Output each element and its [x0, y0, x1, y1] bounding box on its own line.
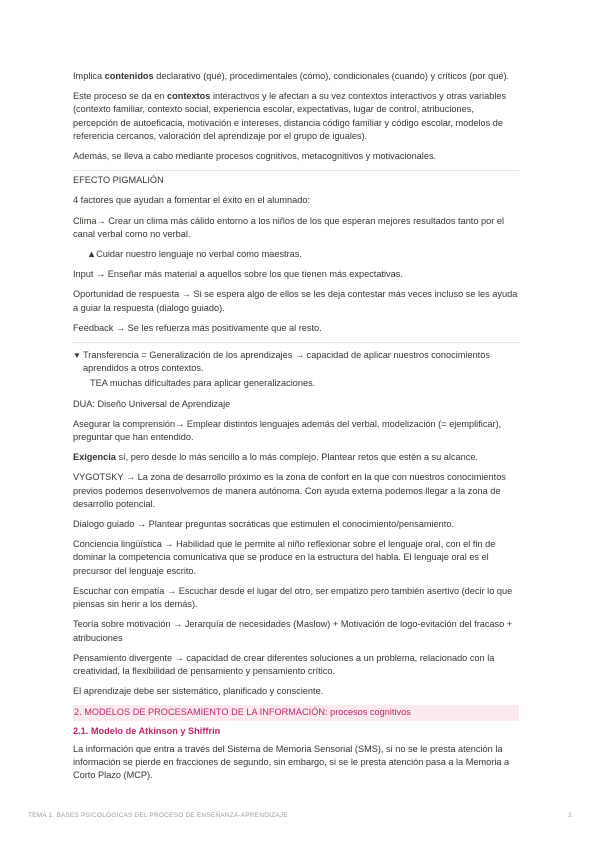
paragraph-exigencia: Exigencia sí, pero desde lo más sencillo a lo más complejo. Plantear retos que estén a su alcance. — [73, 452, 478, 463]
divider — [73, 342, 519, 343]
paragraph-motivacion: Teoría sobre motivación → Jerarquía de necesidades (Maslow) + Motivación de logo-evitación del fracaso + atribuciones — [73, 619, 513, 643]
toggle-arrow-icon[interactable]: ▼ — [73, 351, 81, 361]
paragraph-oportunidad: Oportunidad de respuesta → Si se espera algo de ellos se les deja contestar más veces incluso se les ayuda a guiar la respuesta (dialogo guiado). — [73, 289, 518, 313]
bold-contenidos: contenidos — [104, 71, 154, 81]
document-body — [73, 70, 519, 789]
toggle-content: TEA muchas dificultades para aplicar generalizaciones. — [90, 378, 316, 389]
section-heading: 2. MODELOS DE PROCESAMIENTO DE LA INFORMACIÓN: procesos cognitivos — [73, 705, 519, 720]
page-number: 2 — [568, 812, 572, 819]
heading-efecto-pigmalion: EFECTO PIGMALIÓN — [73, 175, 164, 186]
footer-title: TEMA 1. BASES PSICOLÓGICAS DEL PROCESO DE ENSEÑANZA-APRENDIZAJE — [28, 812, 288, 819]
paragraph-dua: DUA: Diseño Universal de Aprendizaje — [73, 398, 231, 409]
paragraph-feedback: Feedback → Se les refuerza más positivamente que al resto. — [73, 322, 322, 333]
paragraph-atkinson: La información que entra a través del Sistema de Memoria Sensorial (SMS), si no se le presta atención la información se pierde en fracciones de segundo, sin embargo, si se le presta atención pasa a la Memoria a Corto Plazo (MCP). — [73, 743, 510, 781]
paragraph-input: Input → Enseñar más material a aquellos sobre los que tienen más expectativas. — [73, 269, 403, 280]
triangle-icon: ▲ — [87, 249, 97, 260]
paragraph-comprension: Asegurar la comprensión→ Emplear distintos lenguajes además del verbal, modelización (= ejemplificar), preguntar que han entendido. — [73, 418, 502, 443]
page-footer — [28, 812, 572, 819]
subsection-heading: 2.1. Modelo de Atkinson y Shiffrin — [73, 725, 221, 736]
paragraph-factores: 4 factores que ayudan a fomentar el éxito en el alumnado: — [73, 195, 310, 206]
paragraph-contenidos: Implica contenidos declarativo (qué), procedimentales (cómo), condicionales (cuando) y críticos (por qué). — [73, 71, 510, 81]
paragraph-aprendizaje: El aprendizaje debe ser sistemático, planificado y consciente. — [73, 686, 324, 697]
divider — [73, 170, 519, 171]
paragraph-procesos: Además, se lleva a cabo mediante procesos cognitivos, metacognitivos y motivacionales. — [73, 151, 437, 162]
bold-exigencia: Exigencia — [73, 452, 116, 463]
toggle-transferencia[interactable] — [73, 349, 519, 375]
paragraph-vygotsky: VYGOTSKY → La zona de desarrollo próximo es la zona de confort en la que con nuestros conocimientos previos podemos desenvolvernos de manera autónoma. Con ayuda externa podemos llegar a la zona de desarrollo potencial. — [73, 472, 506, 509]
note-lenguaje-no-verbal: ▲Cuidar nuestro lenguaje no verbal como maestras. — [87, 249, 302, 260]
paragraph-dialogo: Dialogo guiado → Plantear preguntas socráticas que estimulen el conocimiento/pensamiento. — [73, 519, 454, 530]
toggle-label: Transferencia = Generalización de los aprendizajes → capacidad de aplicar nuestros conocimientos aprendidos a otros contextos. — [83, 350, 490, 374]
paragraph-conciencia: Conciencia lingüística → Habilidad que le permite al niño reflexionar sobre el lenguaje oral, con el fin de dominar la competencia comunicativa que se produce en la estructura del habla. El lenguaje oral es el precursor del lenguaje escrito. — [73, 539, 496, 576]
paragraph-pensamiento: Pensamiento divergente → capacidad de crear diferentes soluciones a un problema, relacionado con la creatividad, la flexibilidad de pensamiento y pensamiento crítico. — [73, 652, 495, 676]
paragraph-clima: Clima→ Crear un clima más cálido entorno a los niños de los que esperan mejores resultados tanto por el canal verbal como no verbal. — [73, 215, 505, 239]
paragraph-contextos: Este proceso se da en contextos interactivos y le afectan a su vez contextos interactivos y otras variables (contexto familiar, contexto social, experiencia escolar, expectativas, lugar de control, atribuciones, percepción de autoeficacia, motivación e intereses, distancia código familiar y código escolar, modelos de referencia cercanos, valoración del aprendizaje por el grupo de iguales). — [73, 91, 507, 141]
paragraph-empatia: Escuchar con empatía → Escuchar desde el lugar del otro, ser empatizo pero también asertivo (decir lo que piensas sin herir a los demás). — [73, 585, 513, 610]
bold-contextos: contextos — [166, 91, 211, 102]
